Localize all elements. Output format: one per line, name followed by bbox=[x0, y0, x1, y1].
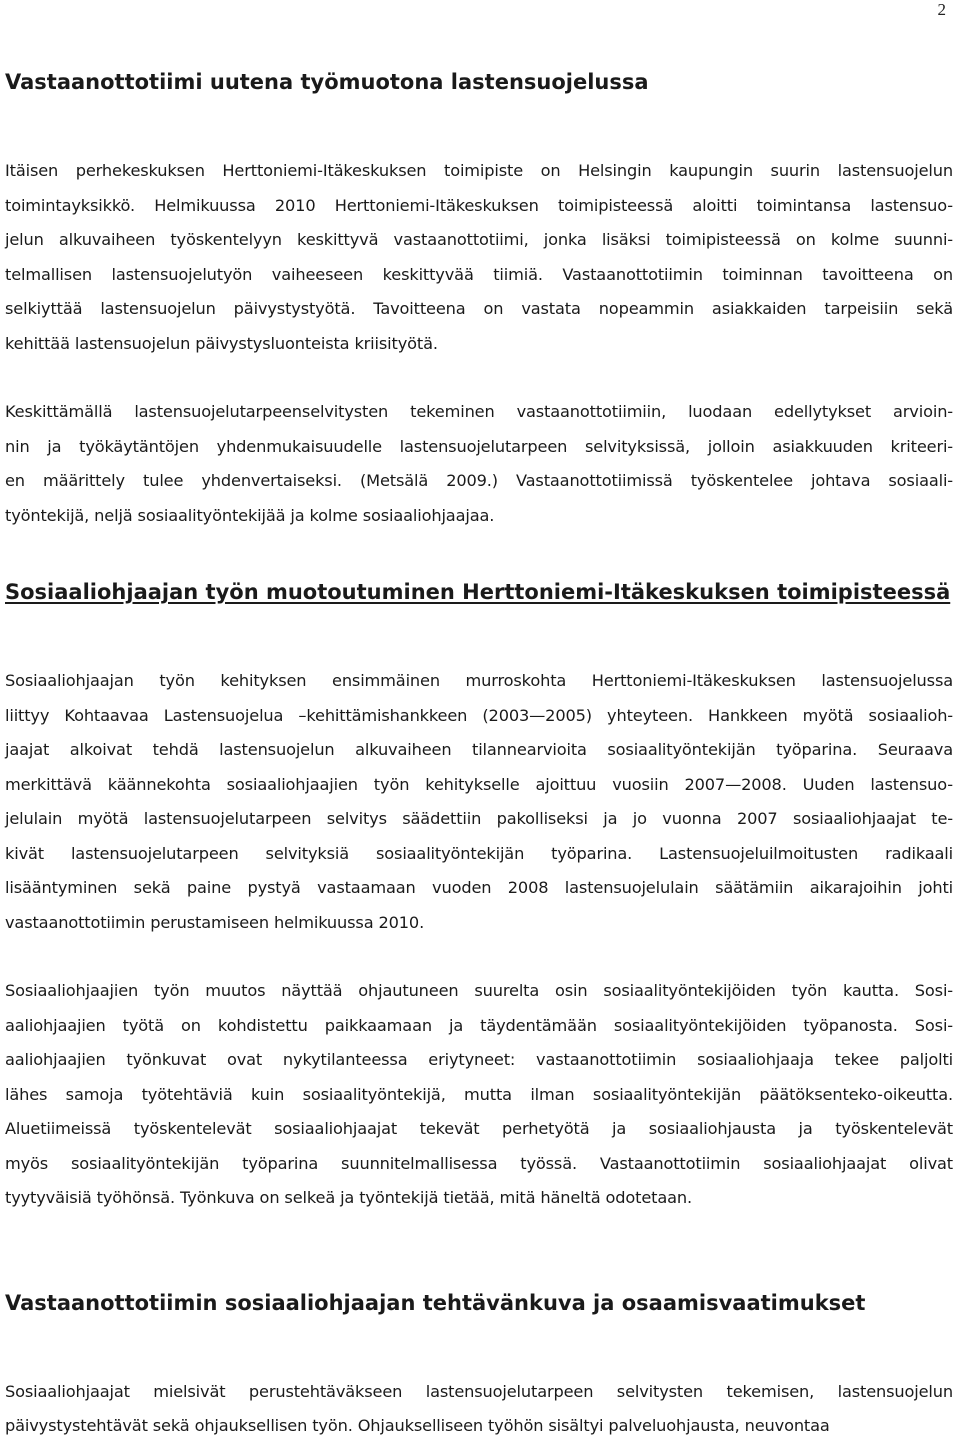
text-line: selkiyttää lastensuojelun päivystystyötä. Tavoitteena on vastata nopeammin asiakkaiden tarpeisiin sekä bbox=[5, 299, 953, 318]
text-line: en määrittely tulee yhdenvertaiseksi. (Metsälä 2009.) Vastaanottotiimissä työskentelee johtava sosiaali- bbox=[5, 471, 953, 490]
text-line: telmallisen lastensuojelutyön vaiheeseen keskittyvää tiimiä. Vastaanottotiimin toiminnan tavoitteena on bbox=[5, 264, 953, 284]
document-body bbox=[5, 62, 953, 1444]
section-heading: Sosiaaliohjaajan työn muotoutuminen Herttoniemi-Itäkeskuksen toimipisteessä bbox=[5, 580, 951, 604]
text-line: Keskittämällä lastensuojelutarpeenselvitysten tekeminen vastaanottotiimiin, luodaan edellytykset arvioin- bbox=[5, 402, 953, 421]
text-line: työntekijä, neljä sosiaalityöntekijää ja kolme sosiaaliohjaajaa. bbox=[5, 505, 495, 525]
text-line: lähes samoja työtehtäviä kuin sosiaalityöntekijä, mutta ilman sosiaalityöntekijän päätöksenteko-oikeutta. bbox=[5, 1084, 953, 1104]
text-line: nin ja työkäytäntöjen yhdenmukaisuudelle lastensuojelutarpeen selvityksissä, jolloin asiakkuuden kriteeri- bbox=[5, 436, 953, 456]
paragraph bbox=[5, 1375, 953, 1444]
text-line: liittyy Kohtaavaa Lastensuojelua –kehittämishankkeen (2003—2005) yhteyteen. Hankkeen myötä sosiaalioh- bbox=[5, 705, 953, 725]
text-line: lisääntyminen sekä paine pystyä vastaamaan vuoden 2008 lastensuojelulain säätämiin aikarajoihin johti bbox=[5, 878, 953, 897]
text-line: toimintayksikkö. Helmikuussa 2010 Herttoniemi-Itäkeskuksen toimipisteessä aloitti toimintansa lastensuo- bbox=[5, 195, 953, 215]
text-line: Sosiaaliohjaajien työn muutos näyttää ohjautuneen suurelta osin sosiaalityöntekijöiden työn kautta. Sosi- bbox=[5, 981, 953, 1000]
text-line: jelun alkuvaiheen työskentelyyn keskittyvä vastaanottotiimi, jonka lisäksi toimipisteessä on kolme suunni- bbox=[5, 230, 953, 249]
text-line: päivystystehtävät sekä ohjauksellisen työn. Ohjaukselliseen työhön sisältyi palveluohjausta, neuvontaa bbox=[5, 1416, 830, 1435]
text-line: Sosiaaliohjaajan työn kehityksen ensimmäinen murroskohta Herttoniemi-Itäkeskuksen lastensuojelussa bbox=[5, 671, 953, 690]
paragraph bbox=[5, 664, 953, 940]
text-line: myös sosiaalityöntekijän työparina suunnitelmallisessa työssä. Vastaanottotiimin sosiaaliohjaajat olivat bbox=[5, 1153, 953, 1173]
text-line: jaajat alkoivat tehdä lastensuojelun alkuvaiheen tilannearvioita sosiaalityöntekijän työparina. Seuraava bbox=[5, 740, 953, 759]
section-heading: Vastaanottotiimin sosiaaliohjaajan tehtävänkuva ja osaamisvaatimukset bbox=[5, 1290, 866, 1315]
paragraph bbox=[5, 974, 953, 1216]
text-line: Sosiaaliohjaajat mielsivät perustehtäväkseen lastensuojelutarpeen selvitysten tekemisen, lastensuojelun bbox=[5, 1381, 953, 1401]
text-line: vastaanottotiimin perustamiseen helmikuussa 2010. bbox=[5, 912, 425, 932]
page-number: 2 bbox=[937, 0, 946, 19]
text-line: kivät lastensuojelutarpeen selvityksiä sosiaalityöntekijän työparina. Lastensuojeluilmoitusten radikaali bbox=[5, 843, 953, 863]
paragraph bbox=[5, 395, 953, 533]
text-line: kehittää lastensuojelun päivystysluonteista kriisityötä. bbox=[5, 333, 438, 353]
document-title: Vastaanottotiimi uutena työmuotona lastensuojelussa bbox=[5, 70, 649, 94]
text-line: tyytyväisiä työhönsä. Työnkuva on selkeä ja työntekijä tietää, mitä häneltä odotetaan. bbox=[5, 1188, 692, 1207]
text-line: Itäisen perhekeskuksen Herttoniemi-Itäkeskuksen toimipiste on Helsingin kaupungin suurin lastensuojelun bbox=[5, 161, 953, 180]
text-line: aaliohjaajien työtä on kohdistettu paikkaamaan ja täydentämään sosiaalityöntekijöiden työpanosta. Sosi- bbox=[5, 1015, 953, 1035]
text-line: aaliohjaajien työnkuvat ovat nykytilanteessa eriytyneet: vastaanottotiimin sosiaaliohjaaja tekee paljolti bbox=[5, 1050, 953, 1069]
text-line: jelulain myötä lastensuojelutarpeen selvitys säädettiin pakolliseksi ja jo vuonna 2007 sosiaaliohjaajat te- bbox=[5, 809, 953, 828]
text-line: Aluetiimeissä työskentelevät sosiaaliohjaajat tekevät perhetyötä ja sosiaaliohjausta ja työskentelevät bbox=[5, 1119, 953, 1138]
paragraph bbox=[5, 154, 953, 361]
text-line: merkittävä käännekohta sosiaaliohjaajien työn kehitykselle ajoittuu vuosiin 2007—2008. Uuden lastensuo- bbox=[5, 774, 953, 794]
